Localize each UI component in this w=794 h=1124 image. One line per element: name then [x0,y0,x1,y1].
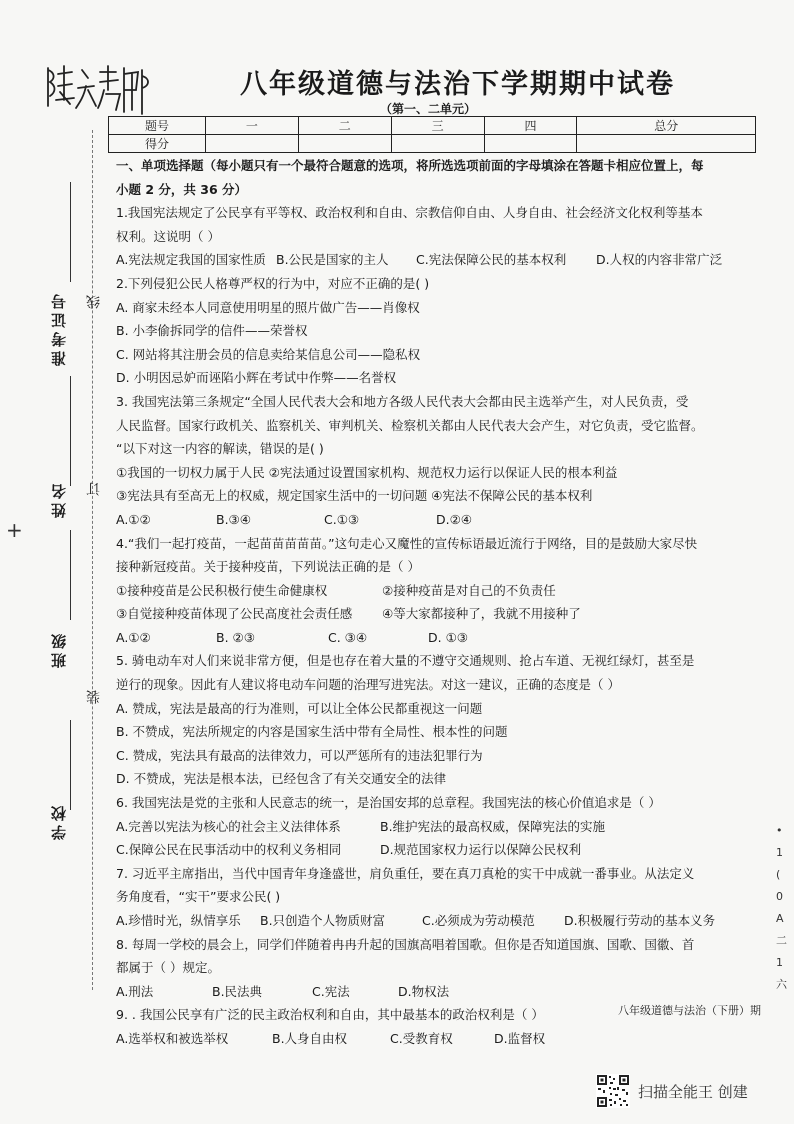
option-a[interactable]: A.宪法规定我国的国家性质 [116,252,266,268]
option-c[interactable]: C. 网站将其注册会员的信息卖给某信息公司——隐私权 [116,346,421,362]
option-row [116,815,766,839]
question-stem: 9. . 我国公民享有广泛的民主政治权利和自由，其中最基本的政治权利是（ ） [116,1007,544,1023]
edge-char: • [776,824,783,837]
score-input-cell[interactable] [391,135,484,153]
question-stem: 接种新冠疫苗。关于接种疫苗，下列说法正确的是（ ） [116,559,420,575]
option-d[interactable]: D.人权的内容非常广泛 [596,252,723,268]
class-label: 班级 [50,630,68,668]
option-row [116,1027,766,1051]
cropped-edge-text [776,820,790,996]
question-stem: 权利。这说明（ ） [116,228,220,244]
exam-no-label: 准考证号 [50,290,68,366]
option-d[interactable]: D.监督权 [494,1030,546,1046]
score-cell: 三 [391,117,484,135]
question-stem: 逆行的现象。因此有人建议将电动车问题的治理写进宪法。对这一建议，正确的态度是（ ） [116,677,620,693]
statement-list: ①我国的一切权力属于人民 ②宪法通过设置国家机构、规范权力运行以保证人民的根本利益 [116,464,618,480]
option-b[interactable]: B.维护宪法的最高权威，保障宪法的实施 [380,818,606,834]
exam-no-underline [70,182,71,282]
option-d[interactable]: D. 不赞成，宪法是根本法，已经包含了有关交通安全的法律 [116,771,447,787]
question-section [116,154,766,1051]
score-cell: 题号 [109,117,206,135]
statement: ④等大家都接种了，我就不用接种了 [382,606,581,622]
option-b[interactable]: B.只创造个人物质财富 [260,913,386,928]
question-3 [116,390,766,532]
option-d[interactable]: D.②④ [436,511,473,527]
class-underline [70,530,71,620]
option-row [116,980,766,1004]
option-c[interactable]: C.保障公民在民事活动中的权利义务相同 [116,842,342,858]
option-b[interactable]: B. 小李偷拆同学的信件——荣誉权 [116,323,308,339]
option-a[interactable]: A.刑法 [116,983,154,999]
question-1 [116,201,766,272]
page-subtitle: （第一、二单元） [380,102,477,116]
edge-char: 六 [776,978,787,991]
statement-row [116,602,766,626]
option-b[interactable]: B.民法典 [212,983,263,999]
option-d[interactable]: D. 小明因忌妒而诬陷小辉在考试中作弊——名誉权 [116,370,397,386]
option-row [116,909,766,933]
question-stem: 8. 每周一学校的晨会上，同学们伴随着冉冉升起的国旗高唱着国歌。但你是否知道国旗、国歌、国徽、首 [116,936,695,952]
option-row [116,626,766,650]
section-heading: 小题 2 分，共 36 分） [116,181,248,197]
score-table [108,116,756,153]
option-d[interactable]: D.规范国家权力运行以保障公民权利 [380,842,582,858]
score-input-cell[interactable] [206,135,299,153]
score-cell: 二 [298,117,391,135]
option-d[interactable]: D.物权法 [398,983,450,999]
edge-char: ( [776,868,781,881]
option-c[interactable]: C. ③④ [328,629,368,645]
section-heading: 一、单项选择题（每小题只有一个最符合题意的选项，将所选选项前面的字母填涂在答题卡相应位置上，每 [116,158,704,173]
option-d[interactable]: D. ①③ [428,629,468,645]
score-cell: 四 [484,117,577,135]
scanner-watermark [596,1074,748,1108]
option-c[interactable]: C.宪法 [312,983,350,999]
option-row [116,248,766,272]
page-title: 八年级道德与法治下学期期中试卷 [240,69,675,100]
option-row [116,508,766,532]
statement: ①接种疫苗是公民积极行使生命健康权 [116,582,328,598]
statement: ②接种疫苗是对自己的不负责任 [382,582,556,598]
cut-line-label: 装 [86,690,102,704]
option-a[interactable]: A.①② [116,511,151,527]
option-b[interactable]: B. ②③ [216,629,255,645]
question-stem: 务角度看，“实干”要求公民( ) [116,889,281,905]
handwritten-signature [42,60,152,120]
question-2 [116,272,766,390]
question-stem: “以下对这一内容的解读，错误的是( ) [116,441,324,457]
edge-char: 1 [776,846,783,859]
question-stem: 2.下列侵犯公民人格尊严权的行为中，对应不正确的是( ) [116,275,430,291]
option-c[interactable]: C.必须成为劳动模范 [422,913,535,928]
question-6 [116,791,766,862]
watermark-text: 扫描全能王 创建 [638,1082,748,1101]
registration-mark: + [6,518,23,542]
score-input-cell[interactable] [577,135,756,153]
option-a[interactable]: A. 商家未经本人同意使用明星的照片做广告——肖像权 [116,299,420,315]
school-label: 学校 [50,802,68,840]
statement-row [116,579,766,603]
score-cell: 得分 [109,135,206,153]
cut-line-label: 订 [86,482,102,496]
option-b[interactable]: B. 不赞成，宪法所规定的内容是国家生活中带有全局性、根本性的问题 [116,724,508,740]
score-table-score-row [109,135,756,153]
cut-line-label: 线 [86,295,102,309]
option-c[interactable]: C.受教育权 [390,1030,453,1046]
question-stem: 1.我国宪法规定了公民享有平等权、政治权利和自由、宗教信仰自由、人身自由、社会经济文化权利等基本 [116,205,703,221]
option-a[interactable]: A. 赞成，宪法是最高的行为准则，可以让全体公民都重视这一问题 [116,700,483,716]
edge-char: A [776,912,784,925]
option-row [116,838,766,862]
option-c[interactable]: C.①③ [324,511,360,527]
question-8 [116,933,766,1004]
statement-list: ③宪法具有至高无上的权威，规定国家生活中的一切问题 ④宪法不保障公民的基本权利 [116,488,593,504]
option-d[interactable]: D.积极履行劳动的基本义务 [564,913,716,928]
score-cell: 一 [206,117,299,135]
question-5 [116,649,766,791]
score-cell: 总分 [577,117,756,135]
binding-dashed-line [92,130,93,990]
statement: ③自觉接种疫苗体现了公民高度社会责任感 [116,606,353,622]
option-b[interactable]: B.公民是国家的主人 [276,252,389,268]
option-b[interactable]: B.人身自由权 [272,1030,348,1046]
qr-code-icon [596,1074,630,1108]
option-a[interactable]: A.珍惜时光，纵情享乐 [116,913,241,928]
edge-char: 二 [776,934,787,947]
question-stem: 6. 我国宪法是党的主张和人民意志的统一，是治国安邦的总章程。我国宪法的核心价值追求是（ ） [116,795,661,811]
question-stem: 4.“我们一起打疫苗，一起苗苗苗苗苗。”这句走心又魔性的宣传标语最近流行于网络，目的是鼓励大家尽快 [116,535,698,551]
option-a[interactable]: A.选举权和被选举权 [116,1030,229,1046]
option-a[interactable]: A.完善以宪法为核心的社会主义法律体系 [116,818,341,834]
score-input-cell[interactable] [298,135,391,153]
question-stem: 7. 习近平主席指出，当代中国青年身逢盛世，肩负重任，要在真刀真枪的实干中成就一番事业。从法定义 [116,865,695,881]
binding-margin [0,130,108,990]
question-4 [116,532,766,650]
option-c[interactable]: C.宪法保障公民的基本权利 [416,252,567,268]
option-c[interactable]: C. 赞成，宪法具有最高的法律效力，可以严惩所有的违法犯罪行为 [116,747,483,763]
name-label: 姓名 [50,480,68,518]
option-b[interactable]: B.③④ [216,511,251,527]
question-stem: 人民监督。国家行政机关、监察机关、审判机关、检察机关都由人民代表大会产生，对它负责，受它监督。 [116,417,704,433]
score-input-cell[interactable] [484,135,577,153]
name-underline [70,376,71,486]
question-7 [116,862,766,933]
option-a[interactable]: A.①② [116,629,151,645]
question-stem: 5. 骑电动车对人们来说非常方便，但是也存在着大量的不遵守交通规则、抢占车道、无视红绿灯，甚至是 [116,653,695,669]
school-underline [70,720,71,810]
question-stem: 都属于（ ）规定。 [116,960,220,976]
score-table-header-row [109,117,756,135]
edge-char: 1 [776,956,783,969]
edge-char: 0 [776,890,783,903]
page-footer: 八年级道德与法治（下册）期 [618,1004,761,1017]
question-stem: 3. 我国宪法第三条规定“全国人民代表大会和地方各级人民代表大会都由民主选举产生，对人民负责，受 [116,393,689,409]
